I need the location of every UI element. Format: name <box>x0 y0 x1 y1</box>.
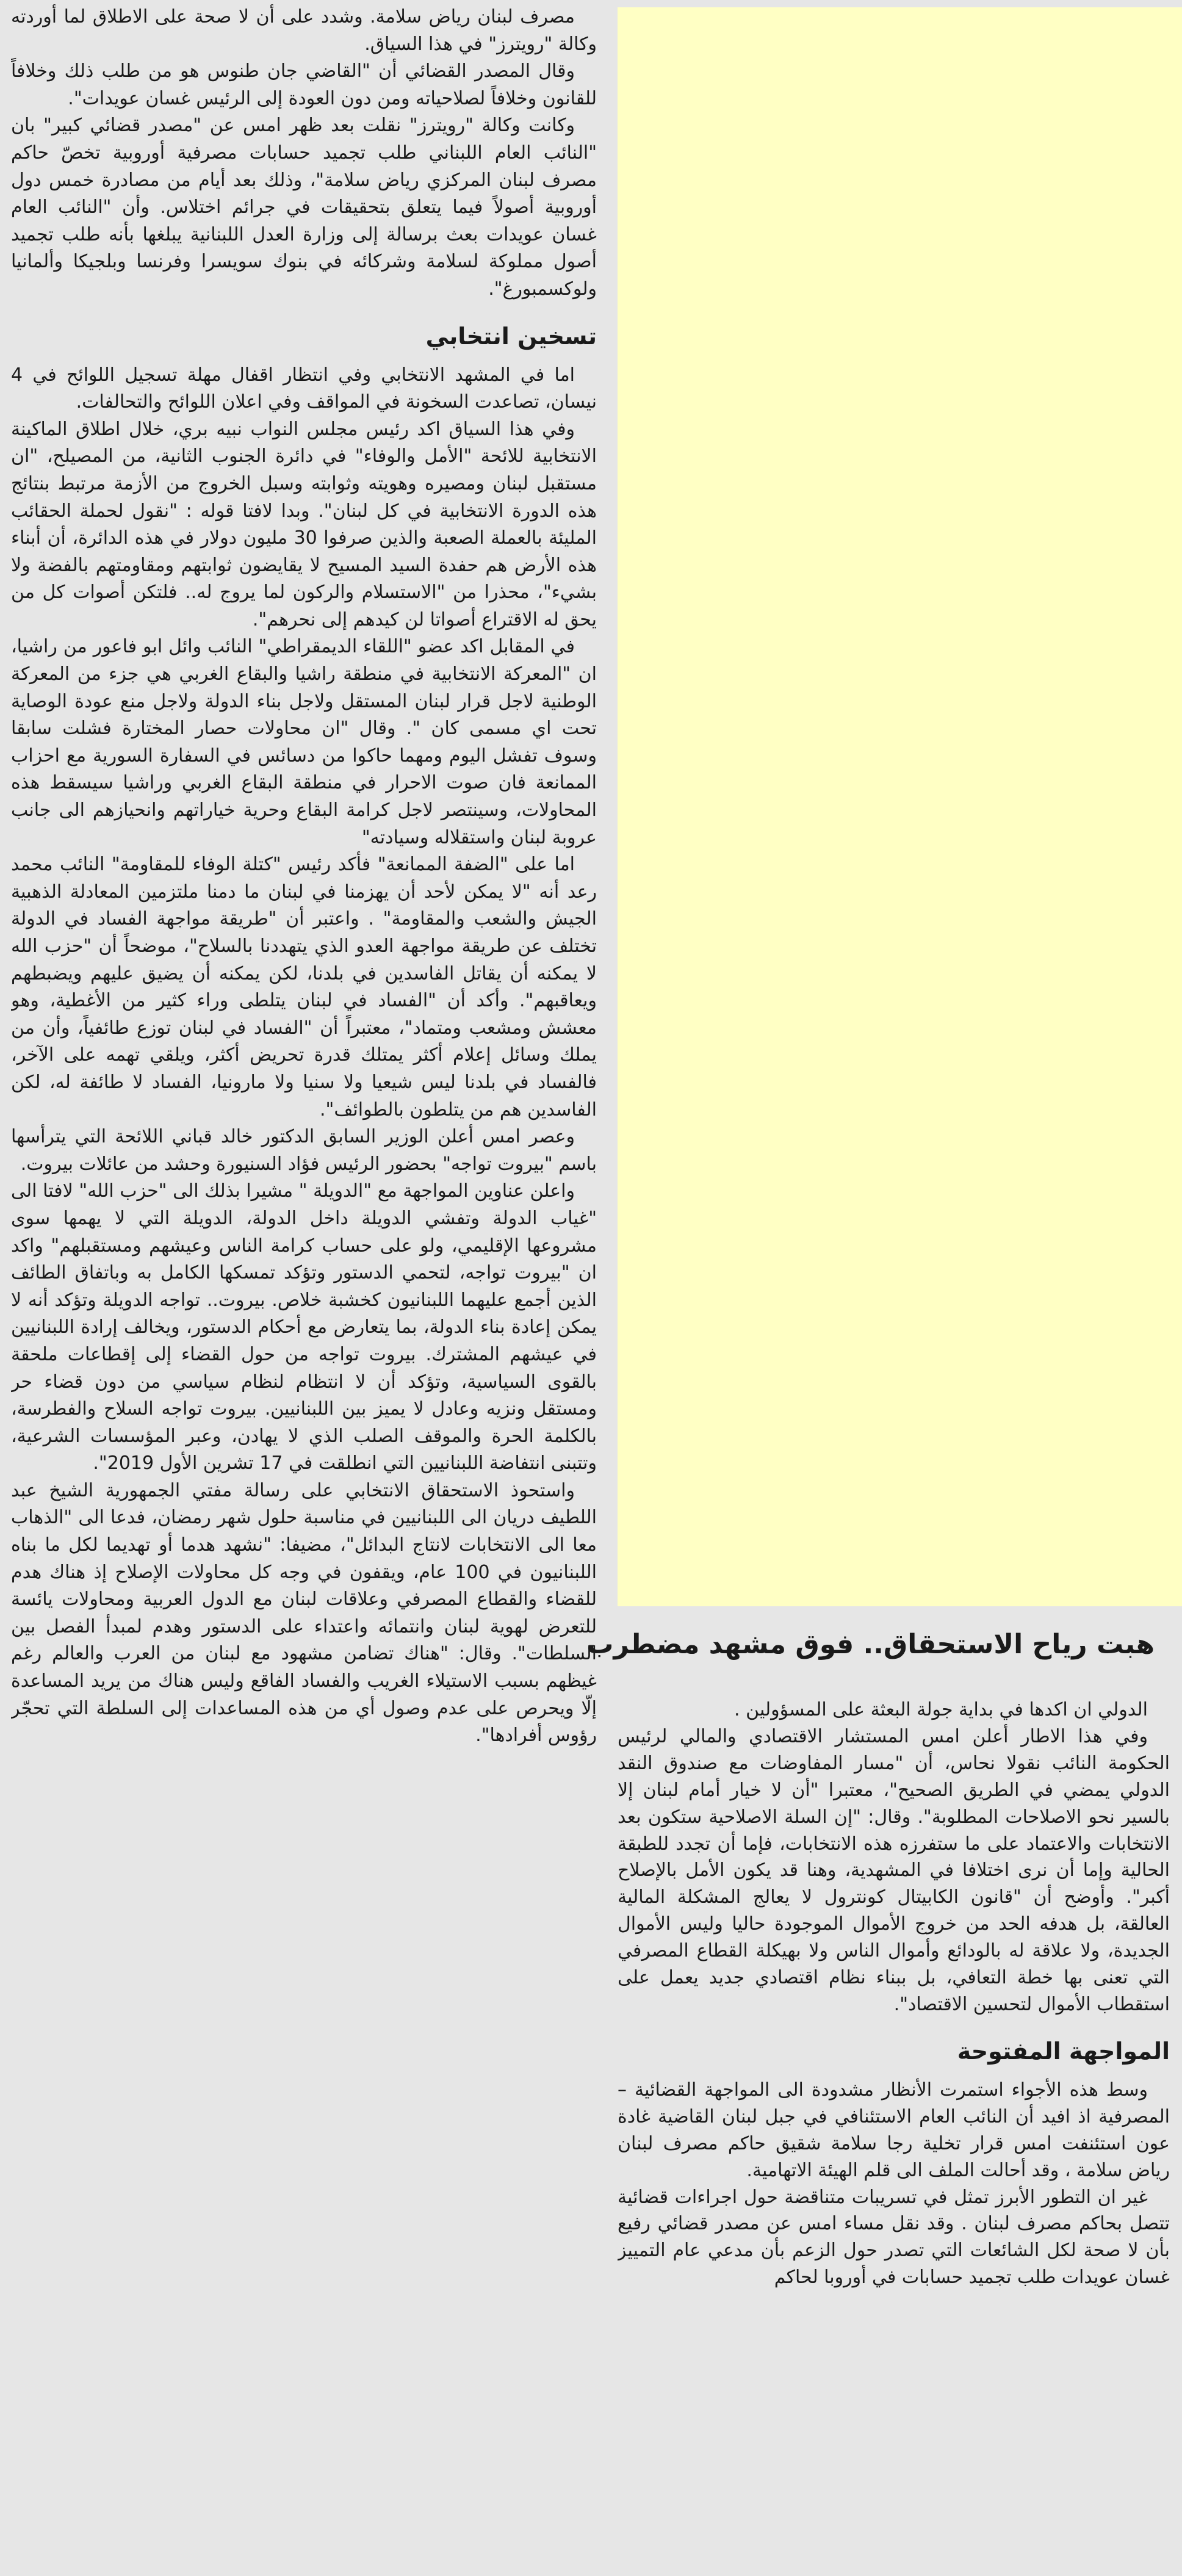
article-paragraph: اما في المشهد الانتخابي وفي انتظار اقفال مهلة تسجيل اللوائح في 4 نيسان، تصاعدت السخونة في المواقف وفي اعلان اللوائح والتحالفات. <box>11 364 597 413</box>
section-subhead: المواجهة المفتوحة <box>957 2037 1170 2065</box>
main-headline: هبت رياح الاستحقاق.. فوق مشهد مضطرب <box>586 1629 1155 1660</box>
article-paragraph: وقال المصدر القضائي أن "القاضي جان طنوس هو من طلب ذلك وخلافاً للقانون وخلافاً لصلاحياته ومن دون العودة إلى الرئيس غسان عويدات". <box>11 60 597 109</box>
article-paragraph: وعصر امس أعلن الوزير السابق الدكتور خالد قباني اللائحة التي يترأسها باسم "بيروت تواجه" بحضور الرئيس فؤاد السنيورة وحشد من عائلات بيروت. <box>11 1126 597 1175</box>
article-paragraph: اما على "الضفة الممانعة" فأكد رئيس "كتلة الوفاء للمقاومة" النائب محمد رعد أنه "لا يمكن لأحد أن يهزمنا في لبنان ما دمنا ملتزمين المعادلة الذهبية الجيش والشعب والمقاومة" . واعتبر أن "طريقة مواجهة الفساد في الدولة تختلف عن طريقة مواجهة العدو الذي يتهددنا بالسلاح"، موضحاً أن "حزب الله لا يمكنه أن يقاتل الفاسدين في بلدنا، لكن يمكنه أن يضيق عليهم ويضبطهم ويعاقبهم". وأكد أن "الفساد في لبنان يتلطى وراء كثير من الأغطية، وهو معشش ومشعب ومتماد"، معتبراً أن "الفساد في لبنان توزع طائفياً، وأن من يملك وسائل إعلام أكثر يمتلك قدرة تحريض أكثر، ويلقي تهمه على الآخر، فالفساد في بلدنا ليس شيعيا ولا سنيا ولا مارونيا، الفساد لا طائفة له، لكن الفاسدين هم من يتلطون بالطوائف". <box>11 854 597 1120</box>
section-subhead: تسخين انتخابي <box>425 322 597 350</box>
right-article-column <box>586 1623 1170 2569</box>
article-paragraph: وفي هذا السياق اكد رئيس مجلس النواب نبيه بري، خلال اطلاق الماكينة الانتخابية للائحة "الأمل والوفاء" في دائرة الجنوب الثانية، من المصيلح، "ان مستقبل لبنان ومصيره وهويته وثوابته وسبل الخروج من الأزمة مرتبط بنتائج هذه الدورة الانتخابية في كل لبنان". وبدا لافتا قوله : "نقول لحملة الحقائب المليئة بالعملة الصعبة والذين صرفوا 30 مليون دولار في هذه الدائرة، أن أبناء هذه الأرض هم حفدة السيد المسيح لا يقايضون ثوابتهم ومقاومتهم بالفضة ولا بشيء"، محذرا من "الاستسلام والركون لما يروج له.. فلتكن أصوات كل من يحق له الاقتراع أصواتا لن كيدهم إلى نحرهم". <box>11 418 597 630</box>
left-article-column <box>11 4 597 2570</box>
article-paragraph: وسط هذه الأجواء استمرت الأنظار مشدودة الى المواجهة القضائية – المصرفية اذ افيد أن النائب العام الاستئنافي في جبل لبنان القاضية غادة عون استئنفت امس قرار تخلية رجا سلامة شقيق حاكم مصرف لبنان رياض سلامة ، وقد أحالت الملف الى قلم الهيئة الاتهامية. <box>618 2079 1170 2181</box>
article-paragraph: مصرف لبنان رياض سلامة. وشدد على أن لا صحة على الاطلاق لما أوردته وكالة "رويترز" في هذا السياق. <box>11 6 597 55</box>
article-paragraph: واعلن عناوين المواجهة مع "الدويلة " مشيرا بذلك الى "حزب الله" لافتا الى "غياب الدولة وتفشي الدويلة داخل الدولة، الدويلة التي لا يهمها سوى مشروعها الإقليمي، ولو على حساب كرامة الناس وعيشهم ومستقبلهم" واكد ان "بيروت تواجه، لتحمي الدستور وتؤكد تمسكها الكامل به وباتفاق الطائف الذين أجمع عليهما اللبنانيون كخشبة خلاص. بيروت.. تواجه الدويلة وتؤكد أنه لا يمكن إعادة بناء الدولة، بما يتعارض مع أحكام الدستور، ويخالف إرادة اللبنانيين في عيشهم المشترك. بيروت تواجه من حول القضاء إلى إقطاعات ملحقة بالقوى السياسية، وتؤكد أن لا انتظام لنظام سياسي من دون قضاء حر ومستقل ونزيه وعادل لا يميز بين اللبنانيين. بيروت تواجه السلاح والفطرسة، بالكلمة الحرة والموقف الصلب الذي لا يهادن، وعبر المؤسسات الشرعية، وتتبنى انتفاضة اللبنانيين التي انطلقت في 17 تشرين الأول 2019". <box>11 1180 597 1474</box>
article-paragraph: وكانت وكالة "رويترز" نقلت بعد ظهر امس عن "مصدر قضائي كبير" بان "النائب العام اللبناني طلب تجميد حسابات مصرفية أوروبية تخصّ حاكم مصرف لبنان المركزي رياض سلامة"، وذلك بعد أيام من مصادرة خمس دول أوروبية أصولاً فيما يتعلق بتحقيقات في جرائم اختلاس. وأن "النائب العام غسان عويدات بعث برسالة إلى وزارة العدل اللبنانية يبلغها بأنه طلب تجميد أصول مملوكة لسلامة وشركائه في بنوك سويسرا وفرنسا وبلجيكا وألمانيا ولوكسمبورغ". <box>11 115 597 300</box>
article-paragraph: في المقابل اكد عضو "اللقاء الديمقراطي" النائب وائل ابو فاعور من راشيا، ان "المعركة الانتخابية في منطقة راشيا والبقاع الغربي هي جزء من المعركة الوطنية لاجل قرار لبنان المستقل ولاجل بناء الدولة ولاجل منع عودة الوصاية تحت اي مسمى كان ". وقال "ان محاولات حصار المختارة فشلت سابقا وسوف تفشل اليوم ومهما حاكوا من دسائس في السفارة السورية مع احزاب الممانعة فان صوت الاحرار في منطقة البقاع الغربي وراشيا سيسقط هذه المحاولات، وسينتصر لاجل كرامة البقاع وحرية خياراتهم وانحيازهم الى جانب عروبة لبنان واستقلاله وسيادته" <box>11 636 597 848</box>
ad-placeholder <box>618 7 1182 1606</box>
headline-spacer <box>586 1623 1170 1697</box>
article-paragraph: الدولي ان اكدها في بداية جولة البعثة على المسؤولين . <box>734 1699 1148 1720</box>
article-paragraph: وفي هذا الاطار أعلن امس المستشار الاقتصادي والمالي لرئيس الحكومة النائب نقولا نحاس، أن "مسار المفاوضات مع صندوق النقد الدولي يمضي في الطريق الصحيح"، معتبرا "أن لا خيار أمام لبنان إلا بالسير نحو الاصلاحات المطلوبة". وقال: "إن السلة الاصلاحية ستكون بعد الانتخابات والاعتماد على ما ستفرزه هذه الانتخابات، فإما أن تجدد للطبقة الحالية وإما أن نرى اختلافا في المشهدية، وهنا قد يكون الأمل بالإصلاح أكبر". وأوضح أن "قانون الكابيتال كونترول لا يعالج المشكلة المالية العالقة، بل هدفه الحد من خروج الأموال الموجودة حاليا وليس الأموال الجديدة، ولا علاقة له بالودائع وأموال الناس ولا بهيكلة القطاع المصرفي التي تعنى بها خطة التعافي، بل ببناء نظام اقتصادي جديد يعمل على استقطاب الأموال لتحسين الاقتصاد". <box>618 1725 1170 2015</box>
article-paragraph: غير ان التطور الأبرز تمثل في تسريبات متناقضة حول اجراءات قضائية تتصل بحاكم مصرف لبنان . وقد نقل مساء امس عن مصدر قضائي رفيع بأن لا صحة لكل الشائعات التي تصدر حول الزعم بأن مدعي عام التمييز غسان عويدات طلب تجميد حسابات في أوروبا لحاكم <box>618 2186 1170 2289</box>
article-paragraph: واستحوذ الاستحقاق الانتخابي على رسالة مفتي الجمهورية الشيخ عبد اللطيف دريان الى اللبنانيين في مناسبة حلول شهر رمضان، فدعا الى "الذهاب معا الى الانتخابات لانتاج البدائل"، مضيفا: "نشهد هدما أو تهديما لكل ما بناه اللبنانيون في 100 عام، ويقفون في وجه كل محاولات الإصلاح إذ هناك هدم للقضاء والقطاع المصرفي وعلاقات لبنان مع الدول العربية ومحاولات يائسة للتعرض لهوية لبنان وانتمائه واعتداء على الدستور وهدم لمبدأ الفصل بين السلطات". وقال: "هناك تضامن مشهود مع لبنان من العرب والعالم رغم غيظهم بسبب الاستيلاء الغريب والفساد الفاقع وليس هناك من يريد المساعدة إلّا ويحرص على عدم وصول أي من هذه المساعدات إلى السلطة التي تحجّر رؤوس أفرادها". <box>11 1479 597 1747</box>
